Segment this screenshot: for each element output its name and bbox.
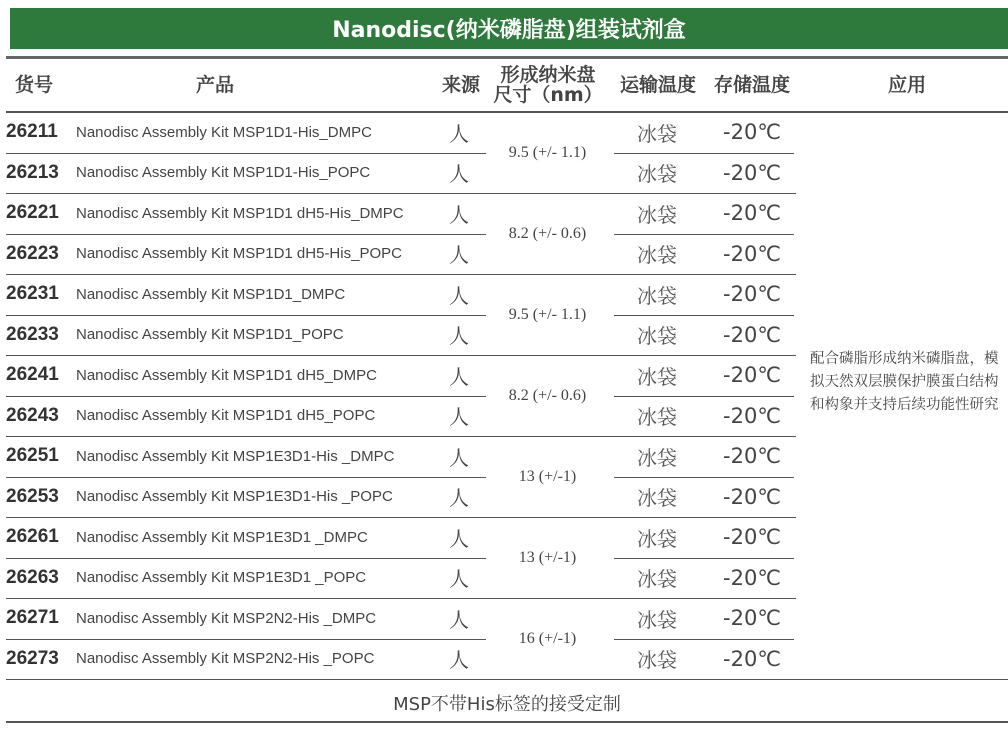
source-species: 人 (449, 324, 469, 349)
source-species: 人 (449, 648, 469, 673)
product-name: Nanodisc Assembly Kit MSP1D1-His_POPC (76, 164, 371, 182)
application-text: 配合磷脂形成纳米磷脂盘，模拟天然双层膜保护膜蛋白结构和构象并支持后续功能性研究 (810, 351, 999, 413)
shipping-temperature: 冰袋 (637, 243, 677, 268)
footnote: MSP不带His标签的接受定制 (393, 694, 621, 715)
source-species: 人 (449, 486, 469, 511)
header-source: 来源 (441, 74, 480, 96)
shipping-temperature: 冰袋 (637, 445, 677, 470)
catalog-number: 26263 (6, 566, 59, 588)
source-species: 人 (449, 526, 469, 551)
storage-temperature: -20℃ (723, 282, 781, 307)
nanodisc-size: 9.5 (+/- 1.1) (508, 143, 587, 161)
shipping-temperature: 冰袋 (637, 607, 677, 632)
storage-temperature: -20℃ (723, 241, 781, 266)
storage-temperature: -20℃ (723, 160, 781, 185)
nanodisc-size: 13 (+/-1) (518, 467, 577, 485)
catalog-number: 26273 (6, 647, 59, 669)
storage-temperature: -20℃ (723, 484, 781, 509)
product-name: Nanodisc Assembly Kit MSP2N2-His _DMPC (76, 609, 377, 627)
nanodisc-size: 8.2 (+/- 0.6) (508, 386, 587, 404)
nanodisc-size: 8.2 (+/- 0.6) (508, 224, 587, 242)
header-shipping: 运输温度 (619, 74, 696, 96)
source-species: 人 (449, 202, 469, 227)
catalog-number: 26211 (6, 121, 58, 143)
catalog-number: 26221 (6, 202, 59, 224)
shipping-temperature: 冰袋 (637, 162, 677, 187)
storage-temperature: -20℃ (723, 120, 781, 145)
shipping-temperature: 冰袋 (637, 121, 677, 146)
product-name: Nanodisc Assembly Kit MSP1D1_DMPC (76, 285, 346, 303)
catalog-number: 26243 (6, 404, 59, 426)
source-species: 人 (449, 405, 469, 430)
storage-temperature: -20℃ (723, 646, 781, 671)
catalog-number: 26223 (6, 242, 59, 264)
end-rule (6, 721, 1008, 723)
product-name: Nanodisc Assembly Kit MSP1E3D1-His _DMPC (76, 447, 395, 465)
header-storage: 存储温度 (713, 74, 790, 96)
nanodisc-size: 9.5 (+/- 1.1) (508, 305, 587, 323)
source-species: 人 (449, 121, 469, 146)
header-catalog: 货号 (14, 74, 53, 96)
shipping-temperature: 冰袋 (637, 648, 677, 673)
nanodisc-size: 13 (+/-1) (518, 548, 577, 566)
storage-temperature: -20℃ (723, 363, 781, 388)
page-title: Nanodisc(纳米磷脂盘)组装试剂盒 (332, 18, 686, 43)
storage-temperature: -20℃ (723, 403, 781, 428)
catalog-number: 26231 (6, 283, 59, 305)
catalog-number: 26261 (6, 526, 59, 548)
header-size-line2: 尺寸（nm） (493, 84, 603, 106)
product-name: Nanodisc Assembly Kit MSP2N2-His _POPC (76, 650, 375, 668)
header-size-line1: 形成纳米盘 (500, 64, 596, 86)
catalog-number: 26233 (6, 323, 59, 345)
catalog-number: 26253 (6, 485, 59, 507)
product-name: Nanodisc Assembly Kit MSP1D1-His_DMPC (76, 123, 372, 141)
product-name: Nanodisc Assembly Kit MSP1E3D1 _POPC (76, 569, 367, 587)
product-name: Nanodisc Assembly Kit MSP1D1 dH5_DMPC (76, 366, 377, 384)
catalog-number: 26213 (6, 161, 59, 183)
source-species: 人 (449, 162, 469, 187)
product-name: Nanodisc Assembly Kit MSP1D1_POPC (76, 326, 344, 344)
shipping-temperature: 冰袋 (637, 202, 677, 227)
product-name: Nanodisc Assembly Kit MSP1D1 dH5_POPC (76, 407, 376, 425)
storage-temperature: -20℃ (723, 322, 781, 347)
shipping-temperature: 冰袋 (637, 283, 677, 308)
shipping-temperature: 冰袋 (637, 324, 677, 349)
shipping-temperature: 冰袋 (637, 567, 677, 592)
source-species: 人 (449, 243, 469, 268)
catalog-number: 26241 (6, 364, 59, 386)
source-species: 人 (449, 364, 469, 389)
storage-temperature: -20℃ (723, 201, 781, 226)
title-banner (10, 8, 1008, 49)
catalog-number: 26251 (6, 445, 59, 467)
shipping-temperature: 冰袋 (637, 526, 677, 551)
catalog-number: 26271 (6, 607, 59, 629)
storage-temperature: -20℃ (723, 525, 781, 550)
table-bottom-rule (6, 679, 1008, 680)
shipping-temperature: 冰袋 (637, 405, 677, 430)
header-product: 产品 (195, 74, 234, 96)
header-application: 应用 (887, 74, 926, 96)
storage-temperature: -20℃ (723, 565, 781, 590)
storage-temperature: -20℃ (723, 606, 781, 631)
source-species: 人 (449, 567, 469, 592)
shipping-temperature: 冰袋 (637, 486, 677, 511)
nanodisc-size: 16 (+/-1) (518, 629, 577, 647)
product-name: Nanodisc Assembly Kit MSP1D1 dH5-His_DMPC (76, 204, 404, 222)
shipping-temperature: 冰袋 (637, 364, 677, 389)
source-species: 人 (449, 445, 469, 470)
product-name: Nanodisc Assembly Kit MSP1E3D1 _DMPC (76, 528, 368, 546)
source-species: 人 (449, 607, 469, 632)
product-name: Nanodisc Assembly Kit MSP1D1 dH5-His_POPC (76, 245, 402, 263)
header-size (490, 58, 606, 112)
product-name: Nanodisc Assembly Kit MSP1E3D1-His _POPC (76, 488, 393, 506)
source-species: 人 (449, 283, 469, 308)
storage-temperature: -20℃ (723, 444, 781, 469)
